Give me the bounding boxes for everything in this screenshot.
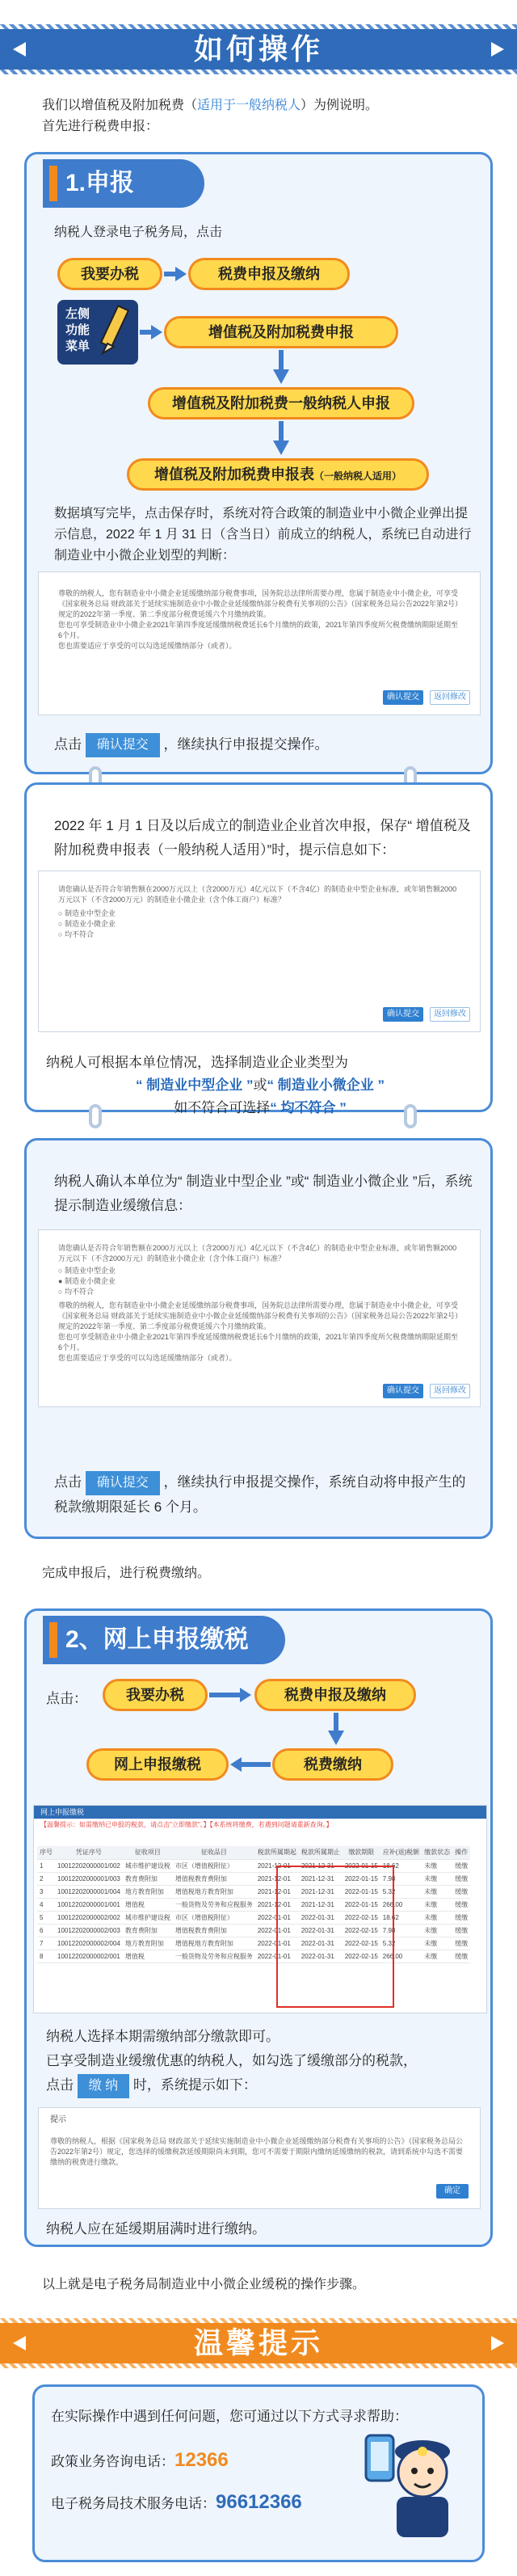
arrow-down-icon [273,369,289,384]
table-row[interactable] [37,1859,470,1872]
tip-confirm-button[interactable]: 确定 [436,2184,469,2199]
deferral-dialog: 请您确认是否符合年销售额在2000万元以上（含2000万元）4亿元以下（不含4亿）的制造业中型企业标准，或年销售额2000万元以下（不含2000万元）的制造业小微企业（含个体工商户）标准？ ○ 制造业中型企业 ● 制造业小微企业 ○ 均不符合 尊敬的纳税人，您有制造业中小微企业延缓缴纳部分税费事项，国务院总法律所需要办理，您属于制造业中小微企业，可享受《国家税务总局 财政部关于延续实施制造业中小微企业延缓缴纳部分税费有关事项的公告》（国家税务总局公告2022年第2号）规定的2022年第一季度、第二季度部分税费延缓六个月缴纳政策。 您也可享受制造业中小微企业2021年第四季度延缓缴纳税费延长6个月缴纳的政策，2021年第四季度所欠税费缴纳期限延期至6个月。 您也需要适应于享受的可以勾选延缓缴纳部分（或者）。 确认提交 返回修改 [38,1229,481,1407]
dialog-back-button[interactable]: 返回修改 [430,1384,470,1398]
table-cell: 未缴 [422,1911,452,1924]
deadline-highlight-box [276,1866,394,2008]
table-cell: 未缴 [422,1924,452,1937]
tax-officer-icon [358,2419,463,2540]
section-declare-panel [24,152,493,774]
my-tax-button[interactable]: 我要办税 [57,258,162,290]
table-cell: 增值税地方教育附加 [173,1885,255,1898]
column-header: 序号 [37,1846,55,1859]
column-header: 操作 [452,1846,470,1859]
table-cell: 2022-02-15 [343,1924,380,1937]
dialog-confirm-button[interactable]: 确认提交 [383,1007,423,1022]
declare-pay-button[interactable]: 税费申报及缴纳 [254,1679,416,1711]
table-cell: 城市维护建设税 [123,1859,173,1872]
column-header: 应补(退)税额 [380,1846,422,1859]
table-cell: 7.98 [380,1924,422,1937]
vat-form-button[interactable]: 增值税及附加税费申报表（一般纳税人适用） [127,458,429,491]
arrow-left-icon [230,1757,242,1772]
intro: 我们以增值税及附加税费（适用于一般纳税人）为例说明。 首先进行税费申报： [42,99,379,133]
left-triangle-icon [13,42,26,57]
arrow-down-icon [273,441,289,455]
table-cell: 10012202000001/003 [55,1872,123,1885]
pay-table [37,1846,470,1963]
table-cell: 7.98 [380,1872,422,1885]
login-text: 纳税人登录电子税务局，点击 [54,226,223,239]
left-menu-label: 左侧功能菜单 [57,300,138,365]
table-cell: 教育费附加 [123,1924,173,1937]
page-title: 如何操作 [193,32,323,65]
click-label: 点击： [46,1691,87,1706]
table-row[interactable] [37,1885,470,1898]
dialog-confirm-button[interactable]: 确认提交 [383,1384,423,1398]
table-cell: 10012202000001/001 [55,1898,123,1911]
save-description: 数据填写完毕，点击保存时，系统对符合政策的制造业中小微企业弹出提示信息，2022 年 1 月 31 日（含当日）前成立的纳税人，系统已自动进行制造业中小微企业划型的判断： [54,507,472,563]
online-pay-button[interactable]: 网上申报缴税 [86,1748,229,1781]
tip-body: 尊敬的纳税人，根据《国家税务总局 财政部关于延续实施制造业中小微企业延缓缴纳部分税费有关事项的公告》（国家税务总局公告2022年第2号）规定，您选择的缓缴税款延缓期限尚未到期，您可不需要于期限内缴纳延缓缴纳的税款，请到系统中勾选不需要缴纳的税费进行缴款。 [50,2137,464,2166]
table-cell: 增值税地方教育附加 [173,1937,255,1950]
table-cell: 地方教育附加 [123,1937,173,1950]
table-cell: 4 [37,1898,55,1911]
table-row[interactable] [37,1872,470,1885]
table-cell: 2022-02-15 [343,1950,380,1963]
pay-chip: 缴 纳 [78,2074,129,2098]
table-cell: 缓缴 [452,1885,470,1898]
table-cell: 2021-12-31 [299,1859,343,1872]
tips-title: 温馨提示 [193,2326,323,2359]
table-cell: 2022-01-01 [255,1937,299,1950]
table-cell: 2022-01-15 [343,1859,380,1872]
pencil-icon [96,305,135,361]
table-cell: 2021-12-01 [255,1872,299,1885]
vat-general-button[interactable]: 增值税及附加税费一般纳税人申报 [148,387,414,419]
final-note: 纳税人应在延缓期届满时进行缴纳。 [46,2221,266,2237]
deferral-description: 纳税人确认本单位为“ 制造业中型企业 ”或“ 制造业小微企业 ”后，系统提示制造业缓缴信息： [54,1174,473,1213]
table-cell: 10012202000002/004 [55,1937,123,1950]
table-cell: 一般货物及劳务和应税服务 [173,1950,255,1963]
table-cell: 266.00 [380,1950,422,1963]
table-cell: 缓缴 [452,1898,470,1911]
column-header: 征收项目 [123,1846,173,1859]
table-cell: 2022-01-01 [255,1950,299,1963]
arrow-right-icon [240,1688,251,1702]
table-cell: 2022-02-15 [343,1911,380,1924]
table-cell: 2022-01-31 [299,1937,343,1950]
table-cell: 未缴 [422,1859,452,1872]
column-header: 缴款期限 [343,1846,380,1859]
column-header: 税款所属期起 [255,1846,299,1859]
arrow-right-icon [151,325,162,339]
section-title-declare: 1.申报 [43,159,204,208]
pay-instruction: 纳税人选择本期需缴纳部分缴款即可。 已享受制造业缓缴优惠的纳税人，如勾选了缓缴部分的税款， 点击 缴 纳 时，系统提示如下： [46,2025,482,2098]
dialog-confirm-button[interactable]: 确认提交 [383,690,423,705]
table-cell: 缓缴 [452,1911,470,1924]
table-cell: 2022-01-01 [255,1911,299,1924]
declare-pay-button[interactable]: 税费申报及缴纳 [188,258,350,290]
radio-icon: ○ [58,909,65,917]
table-cell: 10012202000002/001 [55,1950,123,1963]
table-cell: 266.00 [380,1898,422,1911]
table-row[interactable] [37,1937,470,1950]
table-cell: 2022-01-15 [343,1898,380,1911]
tips-line1: 在实际操作中遇到任何问题，您可通过以下方式寻求帮助： [51,2409,408,2424]
hotline-12366: 12366 [174,2449,229,2471]
table-cell: 8 [37,1950,55,1963]
pay-table-screenshot [33,1805,487,2013]
table-cell: 3 [37,1885,55,1898]
table-row[interactable] [37,1950,470,1963]
dialog-back-button[interactable]: 返回修改 [430,690,470,705]
table-cell: 2022-02-15 [343,1937,380,1950]
tips-panel [32,2384,485,2562]
column-header: 缴款状态 [422,1846,452,1859]
tips-line2: 政策业务咨询电话：12366 [51,2449,229,2471]
table-cell: 地方教育附加 [123,1885,173,1898]
table-cell: 2021-12-01 [255,1898,299,1911]
vat-declare-button[interactable]: 增值税及附加税费申报 [164,316,398,348]
table-cell: 缓缴 [452,1924,470,1937]
table-cell: 2021-12-01 [255,1859,299,1872]
summary-text: 以上就是电子税务局制造业中小微企业缓税的操作步骤。 [42,2278,366,2291]
table-title: 网上申报缴税 [34,1806,486,1819]
table-cell: 2 [37,1872,55,1885]
left-triangle-icon [13,2336,26,2350]
column-header: 税款所属期止 [299,1846,343,1859]
table-cell: 2022-01-31 [299,1924,343,1937]
table-cell: 5.32 [380,1885,422,1898]
table-notice: 【温馨提示：如需缴纳已申报的税款，请点击"立即缴款"。】【本系统将缴费，若遇到问题请重新查询。】 [40,1821,333,1828]
table-cell: 未缴 [422,1872,452,1885]
table-cell: 2021-12-31 [299,1885,343,1898]
table-cell: 城市维护建设税 [123,1911,173,1924]
radio-icon: ○ [58,1288,65,1296]
after-declare-text: 完成申报后，进行税费缴纳。 [42,1566,211,1580]
table-cell: 10012202000001/004 [55,1885,123,1898]
table-cell: 2022-01-31 [299,1911,343,1924]
tips-line3: 电子税务局技术服务电话：96612366 [51,2491,302,2513]
table-cell: 未缴 [422,1937,452,1950]
confirm-submit-chip: 确认提交 [86,733,160,757]
table-cell: 增值税教育费附加 [173,1924,255,1937]
table-cell: 6 [37,1924,55,1937]
radio-icon: ● [58,1277,65,1285]
tip-dialog [38,2107,481,2209]
intro-highlight: 适用于一般纳税人 [197,99,301,112]
tips-banner [0,2318,517,2368]
table-cell: 缓缴 [452,1859,470,1872]
table-row[interactable] [37,1911,470,1924]
enterprise-type-dialog: 请您确认是否符合年销售额在2000万元以上（含2000万元）4亿元以下（不含4亿）的制造业中型企业标准，或年销售额2000万元以下（不含2000万元）的制造业小微企业（含个体工商户）标准？ ○ 制造业中型企业 ○ 制造业小微企业 ○ 均不符合 确认提交 返回修改 [38,871,481,1032]
table-cell: 2021-12-31 [299,1872,343,1885]
my-tax-button[interactable]: 我要办税 [103,1679,208,1711]
table-cell: 未缴 [422,1898,452,1911]
deferral-instruction: 点击 确认提交 ，继续执行申报提交操作，系统自动将申报产生的税款缴期限延长 6 个月。 [54,1470,474,1520]
tax-pay-button[interactable]: 税费缴纳 [272,1748,393,1781]
table-cell: 2021-12-31 [299,1898,343,1911]
section-online-pay-panel [24,1608,493,2247]
table-cell: 2022-01-15 [343,1885,380,1898]
column-header: 凭证序号 [55,1846,123,1859]
radio-icon: ○ [58,920,65,928]
table-cell: 2021-12-01 [255,1885,299,1898]
radio-icon: ○ [58,930,65,938]
table-cell: 10012202000002/003 [55,1924,123,1937]
table-cell: 缓缴 [452,1937,470,1950]
table-cell: 缓缴 [452,1950,470,1963]
table-cell: 未缴 [422,1885,452,1898]
section-deferral-panel [24,1138,493,1539]
table-cell: 增值税 [123,1950,173,1963]
table-row[interactable] [37,1924,470,1937]
table-cell: 未缴 [422,1950,452,1963]
table-cell: 5 [37,1911,55,1924]
radio-icon: ○ [58,1267,65,1275]
hotline-96612366: 96612366 [216,2491,302,2513]
header-banner [0,24,517,74]
table-cell: 10012202000001/002 [55,1859,123,1872]
table-cell: 增值税教育费附加 [173,1872,255,1885]
right-triangle-icon [491,42,504,57]
table-cell: 2022-01-15 [343,1872,380,1885]
new-enterprise-description: 2022 年 1 月 1 日及以后成立的制造业企业首次申报，保存“ 增值税及附加税费申报表（一般纳税人适用）”时，提示信息如下： [54,818,471,858]
table-row[interactable] [37,1898,470,1911]
table-cell: 7 [37,1937,55,1950]
confirm-instruction: 点击 确认提交 ，继续执行申报提交操作。 [54,733,328,757]
policy-dialog-1: 尊敬的纳税人，您有制造业中小微企业延缓缴纳部分税费事项，国务院总法律所需要办理，您属于制造业中小微企业，可享受《国家税务总局 财政部关于延续实施制造业中小微企业延缓缴纳部分税费有关事项的公告》（国家税务总局公告2022年第2号）规定的2022年第一季度、第二季度部分税费延缓六个月缴纳政策。 您也可享受制造业中小微企业2021年第四季度延缓缴纳税费延长6个月缴纳的政策，2021年第四季度所欠税费缴纳期限延期至6个月。 您也需要适应于享受的可以勾选延缓缴纳部分（或者）。 确认提交 返回修改 [38,571,481,715]
table-cell: 2022-01-31 [299,1950,343,1963]
right-triangle-icon [491,2336,504,2350]
table-cell: 1 [37,1859,55,1872]
table-cell: 10012202000002/002 [55,1911,123,1924]
table-cell: 市区（增值税附征） [173,1859,255,1872]
table-cell: 市区（增值税附征） [173,1911,255,1924]
section-new-enterprise-panel [24,782,493,1115]
table-cell: 2022-01-01 [255,1924,299,1937]
section-title-online-pay: 2、网上申报缴税 [43,1616,285,1664]
table-cell: 18.62 [380,1859,422,1872]
confirm-submit-chip: 确认提交 [86,1471,160,1495]
dialog-back-button[interactable]: 返回修改 [430,1007,470,1022]
enterprise-type-instruction: 纳税人可根据本单位情况，选择制造业企业类型为 “ 制造业中型企业 ”或“ 制造业小微企业 ” 如不符合可选择“ 均不符合 ” [46,1055,385,1115]
arrow-down-icon [328,1731,344,1745]
column-header: 征收品目 [173,1846,255,1859]
table-cell: 18.62 [380,1911,422,1924]
table-cell: 教育费附加 [123,1872,173,1885]
arrow-right-icon [175,267,187,281]
tip-title: 提示 [50,2115,66,2124]
table-cell: 缓缴 [452,1872,470,1885]
table-cell: 5.32 [380,1937,422,1950]
table-cell: 增值税 [123,1898,173,1911]
table-cell: 一般货物及劳务和应税服务 [173,1898,255,1911]
